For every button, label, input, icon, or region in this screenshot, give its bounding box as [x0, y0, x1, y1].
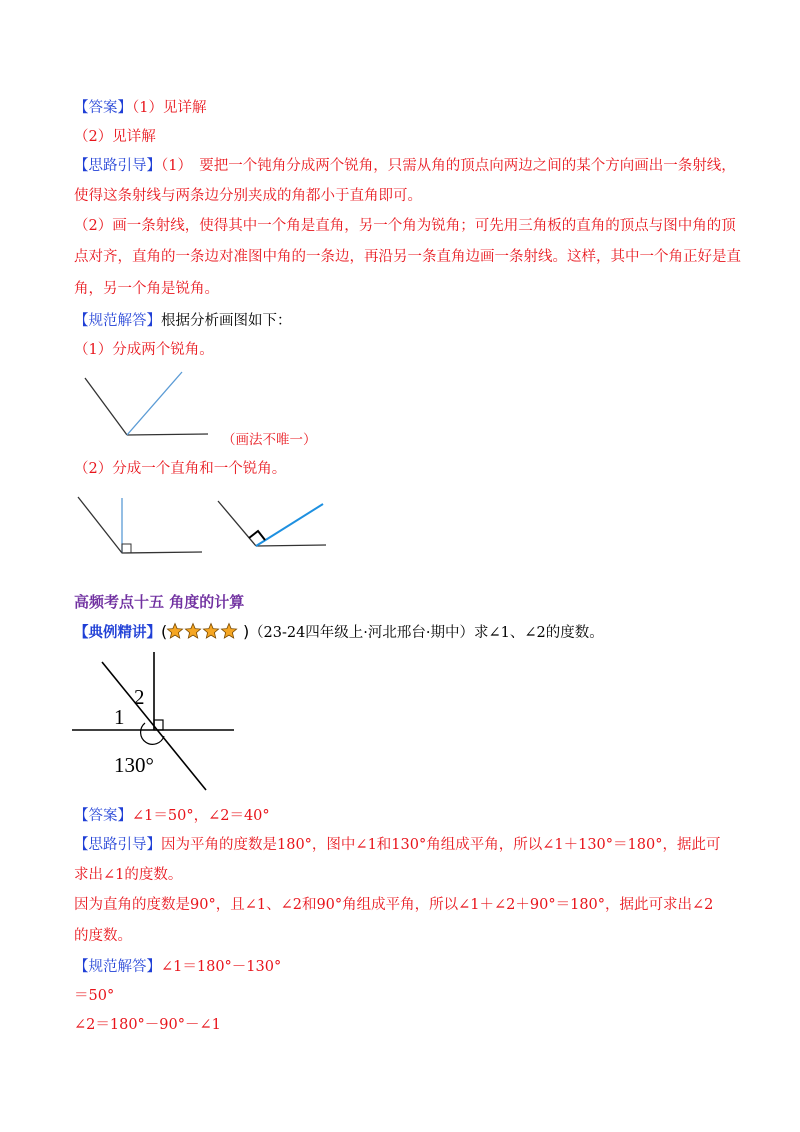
answer-tag: 【答案】	[74, 100, 132, 116]
solution2-line-3: ∠2＝180°－90°－∠1	[74, 1017, 221, 1033]
solution-part-1: （1）分成两个锐角。	[74, 342, 214, 358]
example-source: （23-24四年级上·河北邢台·期中）求∠1、∠2的度数。	[249, 625, 604, 641]
angle-side-left	[85, 378, 127, 435]
right-angle-mark	[122, 544, 131, 553]
answer2-tag: 【答案】	[74, 808, 132, 824]
star-icon	[203, 624, 218, 638]
angle-label-2: 2	[134, 685, 145, 709]
answer2-text: ∠1＝50°，∠2＝40°	[132, 808, 270, 824]
star-icon	[185, 624, 200, 638]
hint-line-3: （2）画一条射线，使得其中一个角是直角，另一个角为锐角；可先用三角板的直角的顶点与图中角的顶	[74, 218, 736, 234]
figure-angle-computation	[70, 648, 240, 794]
hint2-line-4: 的度数。	[74, 928, 132, 944]
figure-right-angle-left	[76, 493, 206, 558]
angle-side-left	[218, 501, 256, 546]
solution-tag: 【规范解答】	[74, 313, 161, 329]
svg-text:(: (	[161, 622, 168, 640]
hint2-line-3: 因为直角的度数是90°，且∠1、∠2和90°角组成平角，所以∠1＋∠2＋90°＝180°，据此可求出∠2	[74, 897, 714, 913]
hint2-line-1	[74, 835, 720, 855]
solution2-line-1	[74, 957, 281, 977]
solution2-tag: 【规范解答】	[74, 959, 161, 975]
hint-tag: 【思路引导】	[74, 158, 161, 174]
example-tag: 【典例精讲】	[74, 624, 161, 641]
hint2-tag: 【思路引导】	[74, 837, 161, 853]
answer-text: （1）见详解	[132, 100, 207, 116]
difficulty-stars-icon	[161, 622, 249, 640]
solution2-line-2: ＝50°	[74, 988, 115, 1004]
angle-side-bottom	[256, 545, 326, 546]
star-icon	[167, 624, 182, 638]
angle-side-left	[78, 497, 122, 553]
hint2-line-2: 求出∠1的度数。	[74, 867, 183, 883]
solution-text: 根据分析画图如下：	[161, 313, 292, 329]
angle-label-1: 1	[114, 705, 125, 729]
angle-side-bottom	[127, 434, 208, 435]
drawing-note: （画法不唯一）	[222, 432, 317, 448]
svg-text:): )	[243, 622, 249, 640]
hint-line-2: 使得这条射线与两条边分别夹成的角都小于直角即可。	[74, 188, 422, 204]
solution-part-2: （2）分成一个直角和一个锐角。	[74, 461, 287, 477]
example-line	[74, 622, 604, 643]
section-title: 高频考点十五 角度的计算	[74, 593, 245, 611]
figure-two-acute-angles	[80, 368, 220, 443]
right-angle-mark	[249, 531, 265, 540]
answer2-line	[74, 806, 270, 826]
star-icon	[221, 624, 236, 638]
answer-line-1	[74, 98, 206, 118]
angle-side-bottom	[122, 552, 202, 553]
figure-right-angle-right	[216, 493, 336, 558]
hint2-text: 因为平角的度数是180°，图中∠1和130°角组成平角，所以∠1＋130°＝180°，据此可	[161, 837, 721, 853]
solution-line-1	[74, 311, 292, 331]
angle-label-130: 130°	[114, 753, 154, 777]
dividing-ray	[127, 372, 182, 435]
slanted-ray	[256, 504, 323, 546]
hint-text: （1） 要把一个钝角分成两个锐角，只需从角的顶点向两边之间的某个方向画出一条射线，	[161, 158, 736, 174]
answer-line-2: （2）见详解	[74, 129, 156, 145]
hint-line-4: 点对齐，直角的一条边对准图中角的一条边，再沿另一条直角边画一条射线。这样，其中一个角正好是直	[74, 249, 741, 265]
solution2-text: ∠1＝180°－130°	[161, 959, 282, 975]
hint-line-5: 角，另一个角是锐角。	[74, 281, 219, 297]
hint-line-1	[74, 156, 736, 176]
